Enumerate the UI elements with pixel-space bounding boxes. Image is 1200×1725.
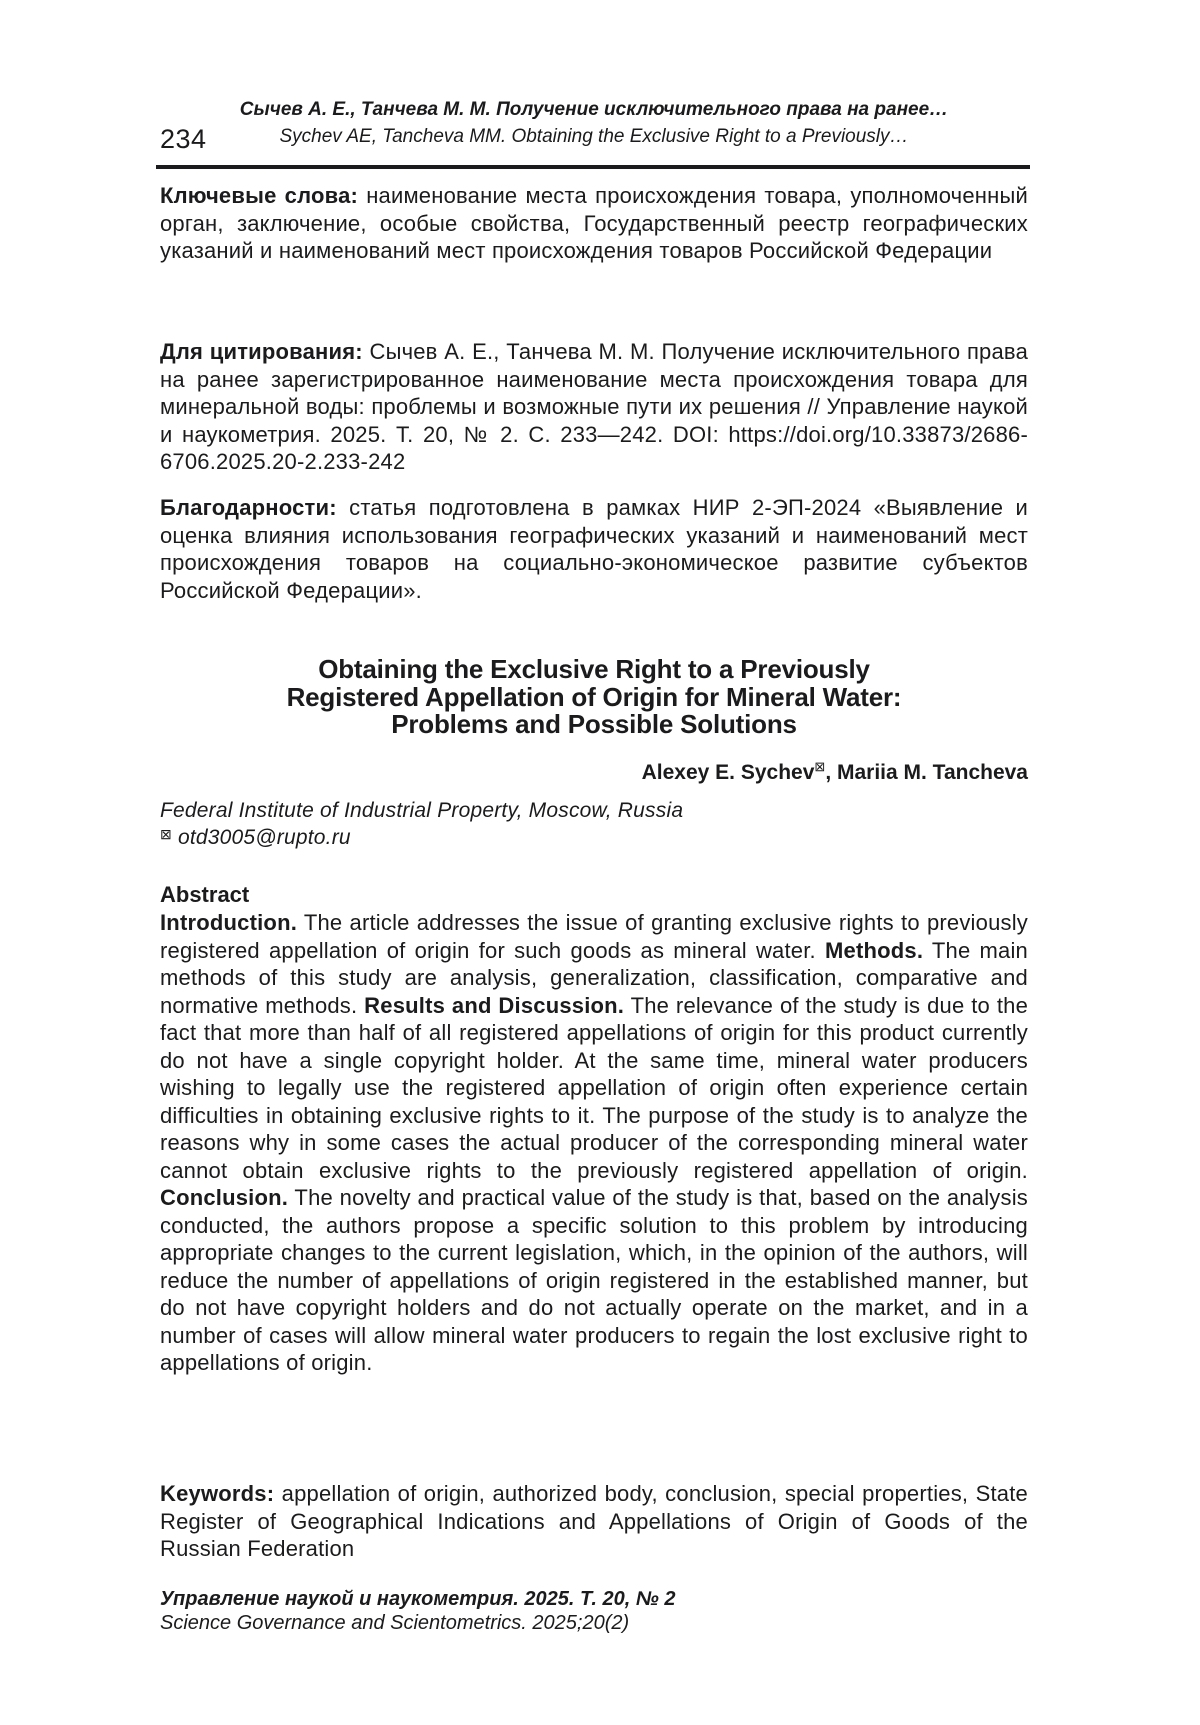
journal-footer [160,1588,1028,1635]
running-header-en: Sychev AE, Tancheva MM. Obtaining the Exclusive Right to a Previously… [279,126,909,147]
acknowledgements-paragraph [160,494,1028,604]
abstract-conclusion-text: The novelty and practical value of the study is that, based on the analysis conducted, the authors propose a specific solution to this problem by introducing appropriate changes to the current legislation, which, in the opinion of the authors, will reduce the number of appellations of origin registered in the established manner, but do not have copyright holders and do not actually operate on the market, and in a number of cases will allow mineral water producers to regain the lost exclusive right to appellations of origin. [160,1185,1028,1375]
citation-label: Для цитирования: [160,339,363,364]
author-name-sychev: Alexey E. Sychev [641,761,815,784]
running-header [160,96,1028,150]
keywords-ru-label: Ключевые слова: [160,183,359,208]
email-line [160,826,1028,850]
authors-line [160,759,1028,785]
keywords-ru-paragraph [160,182,1028,265]
acknowledgements-text: статья подготовлена в рамках НИР 2-ЭП-2024 «Выявление и оценка влияния использования географических указаний и наименований мест происхождения товаров на социально-экономическое развитие субъектов Российской Федерации». [160,495,1028,603]
keywords-en-paragraph [160,1480,1028,1563]
journal-footer-en: Science Governance and Scientometrics. 2025;20(2) [160,1611,630,1634]
abstract-conclusion-label: Conclusion. [160,1185,289,1210]
email-address: otd3005@rupto.ru [177,826,351,849]
abstract-introduction-text: The article addresses the issue of granting exclusive rights to previously registered appellation of origin for such goods as mineral water. [160,910,1028,963]
citation-paragraph [160,338,1028,476]
page-number: 234 [160,124,207,154]
keywords-en-label: Keywords: [160,1481,275,1506]
abstract-results-label: Results and Discussion. [364,992,625,1018]
journal-footer-ru: Управление наукой и наукометрия. 2025. Т. 20, № 2 [160,1588,676,1610]
citation-text: Сычев А. Е., Танчева М. М. Получение исключительного права на ранее зарегистрированное наименование места происхождения товара для минеральной воды: проблемы и возможные пути их решения // Управление наукой и наукометрия. 2025. Т. 20, № 2. С. 233—242. DOI: https://doi.org/10.33873/2686-6706.2025.20-2.233-242 [160,339,1029,474]
header-rule [156,165,1030,169]
email-envelope-icon: ⊠ [160,826,172,842]
abstract-introduction-label: Introduction. [160,910,298,935]
keywords-ru-text: наименование места происхождения товара, уполномоченный орган, заключение, особые свойства, Государственный реестр географических указаний и наименований мест происхождения товаров Российской Федерации [160,183,1028,263]
running-header-ru: Сычев А. Е., Танчева М. М. Получение исключительного права на ранее… [239,99,949,120]
abstract-methods-label: Methods. [824,937,924,963]
keywords-en-text: appellation of origin, authorized body, conclusion, special properties, State Register of Geographical Indications and Appellations of Origin of Goods of the Russian Federation [160,1481,1028,1561]
affiliation: Federal Institute of Industrial Property, Moscow, Russia [160,799,684,822]
article-title-line-3: Problems and Possible Solutions [391,709,797,739]
author-name-tancheva: , Mariia M. Tancheva [825,761,1028,784]
abstract-heading: Abstract [160,882,250,907]
corresponding-author-envelope-icon: ⊠ [814,759,826,774]
abstract-paragraph [160,909,1028,1377]
abstract-results-text: The relevance of the study is due to the fact that more than half of all registered appellations of origin for this product currently do not have a single copyright holder. At the same time, mineral water producers wishing to legally use the registered appellation of origin often experience certain difficulties in obtaining exclusive rights to it. The purpose of the study is to analyze the reasons why in some cases the actual producer of the corresponding mineral water cannot obtain exclusive rights to the previously registered appellation of origin. [160,992,1029,1183]
article-title-line-2: Registered Appellation of Origin for Mineral Water: [286,681,902,712]
abstract-methods-text: The main methods of this study are analysis, generalization, classification, comparative and normative methods. [160,937,1028,1018]
article-title-line-1: Obtaining the Exclusive Right to a Previously [318,654,870,684]
article-title [160,656,1028,739]
acknowledgements-label: Благодарности: [160,495,337,520]
